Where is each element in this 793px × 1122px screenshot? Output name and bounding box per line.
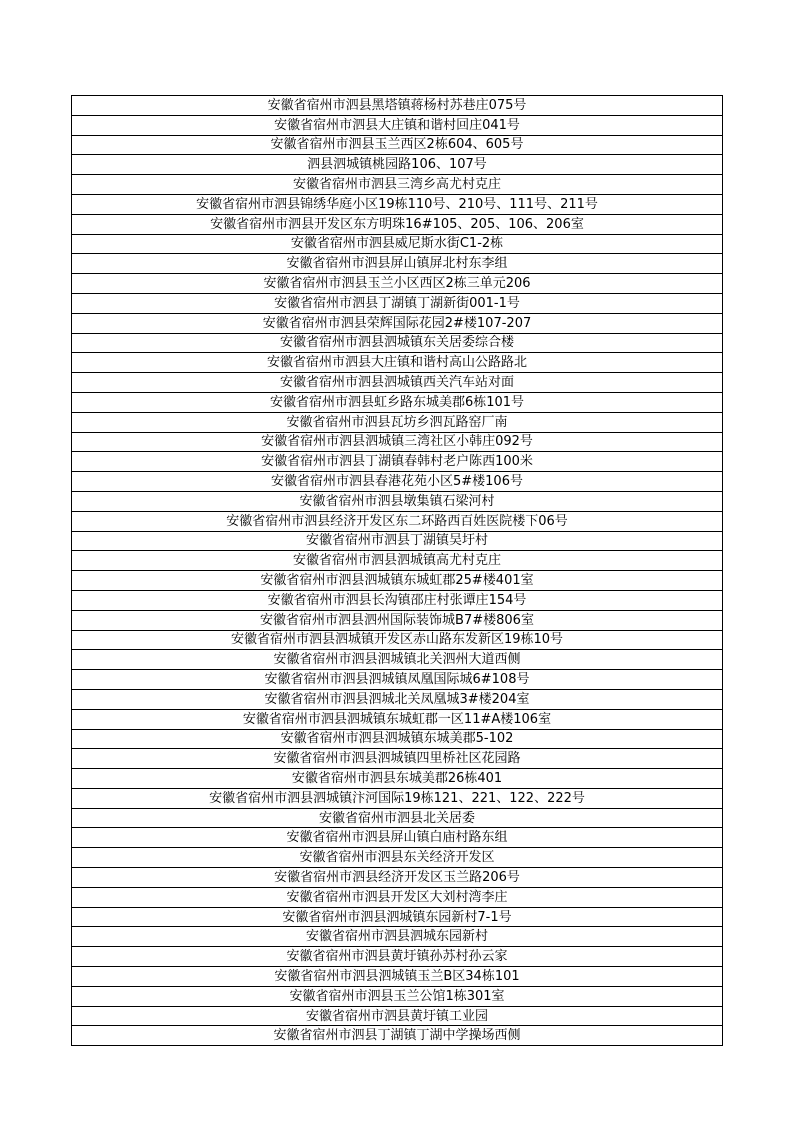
address-cell: 安徽省宿州市泗县威尼斯水街C1-2栋: [72, 234, 723, 254]
address-cell: 泗县泗城镇桃园路106、107号: [72, 155, 723, 175]
table-row: [72, 313, 723, 333]
table-row: [72, 412, 723, 432]
table-row: [72, 96, 723, 116]
table-row: [72, 214, 723, 234]
table-row: [72, 986, 723, 1006]
address-cell: 安徽省宿州市泗县屏山镇白庙村路东组: [72, 828, 723, 848]
table-row: [72, 630, 723, 650]
table-row: [72, 234, 723, 254]
table-row: [72, 947, 723, 967]
address-cell: 安徽省宿州市泗县黑塔镇蒋杨村苏巷庄075号: [72, 96, 723, 116]
address-cell: 安徽省宿州市泗县荣辉国际花园2#楼107-207: [72, 313, 723, 333]
table-row: [72, 967, 723, 987]
address-cell: 安徽省宿州市泗县丁湖镇丁湖新街001-1号: [72, 293, 723, 313]
address-table-body: [72, 96, 723, 1046]
table-row: [72, 907, 723, 927]
address-cell: 安徽省宿州市泗县泗城镇东城虹郡25#楼401室: [72, 571, 723, 591]
table-row: [72, 927, 723, 947]
table-row: [72, 887, 723, 907]
address-cell: 安徽省宿州市泗县泗城镇北关泗州大道西侧: [72, 650, 723, 670]
address-cell: 安徽省宿州市泗县泗州国际装饰城B7#楼806室: [72, 610, 723, 630]
table-row: [72, 373, 723, 393]
table-row: [72, 749, 723, 769]
address-cell: 安徽省宿州市泗县玉兰公馆1栋301室: [72, 986, 723, 1006]
table-row: [72, 491, 723, 511]
table-row: [72, 452, 723, 472]
table-row: [72, 135, 723, 155]
table-row: [72, 828, 723, 848]
address-cell: 安徽省宿州市泗县玉兰西区2栋604、605号: [72, 135, 723, 155]
address-cell: 安徽省宿州市泗县黄圩镇工业园: [72, 1006, 723, 1026]
table-row: [72, 353, 723, 373]
table-row: [72, 511, 723, 531]
table-row: [72, 788, 723, 808]
table-row: [72, 689, 723, 709]
address-cell: 安徽省宿州市泗县黄圩镇孙苏村孙云家: [72, 947, 723, 967]
table-row: [72, 590, 723, 610]
table-row: [72, 175, 723, 195]
table-row: [72, 333, 723, 353]
address-cell: 安徽省宿州市泗县大庄镇和谐村高山公路路北: [72, 353, 723, 373]
address-cell: 安徽省宿州市泗县锦绣华庭小区19栋110号、210号、111号、211号: [72, 194, 723, 214]
address-table: [71, 95, 723, 1046]
address-cell: 安徽省宿州市泗县泗城镇东城美郡5-102: [72, 729, 723, 749]
table-row: [72, 551, 723, 571]
address-cell: 安徽省宿州市泗县泗城镇东关居委综合楼: [72, 333, 723, 353]
address-cell: 安徽省宿州市泗县长沟镇邵庄村张谭庄154号: [72, 590, 723, 610]
address-cell: 安徽省宿州市泗县屏山镇屏北村东李组: [72, 254, 723, 274]
table-row: [72, 194, 723, 214]
table-row: [72, 274, 723, 294]
table-row: [72, 1026, 723, 1046]
address-cell: 安徽省宿州市泗县丁湖镇吴圩村: [72, 531, 723, 551]
table-row: [72, 848, 723, 868]
table-row: [72, 472, 723, 492]
address-cell: 安徽省宿州市泗县墩集镇石梁河村: [72, 491, 723, 511]
address-cell: 安徽省宿州市泗县泗城镇凤凰国际城6#108号: [72, 670, 723, 690]
address-cell: 安徽省宿州市泗县泗城镇三湾社区小韩庄092号: [72, 432, 723, 452]
address-cell: 安徽省宿州市泗县泗城北关凤凰城3#楼204室: [72, 689, 723, 709]
table-row: [72, 531, 723, 551]
table-row: [72, 650, 723, 670]
table-row: [72, 729, 723, 749]
address-cell: 安徽省宿州市泗县泗城镇开发区赤山路东发新区19栋10号: [72, 630, 723, 650]
table-row: [72, 670, 723, 690]
address-cell: 安徽省宿州市泗县三湾乡高尤村克庄: [72, 175, 723, 195]
address-cell: 安徽省宿州市泗县丁湖镇春韩村老户陈西100米: [72, 452, 723, 472]
address-cell: 安徽省宿州市泗县大庄镇和谐村回庄041号: [72, 115, 723, 135]
table-row: [72, 254, 723, 274]
address-cell: 安徽省宿州市泗县瓦坊乡泗瓦路窑厂南: [72, 412, 723, 432]
address-cell: 安徽省宿州市泗县经济开发区玉兰路206号: [72, 868, 723, 888]
table-row: [72, 808, 723, 828]
table-row: [72, 709, 723, 729]
table-row: [72, 868, 723, 888]
table-row: [72, 392, 723, 412]
table-row: [72, 155, 723, 175]
table-row: [72, 769, 723, 789]
address-cell: 安徽省宿州市泗县虹乡路东城美郡6栋101号: [72, 392, 723, 412]
address-cell: 安徽省宿州市泗县丁湖镇丁湖中学操场西侧: [72, 1026, 723, 1046]
address-cell: 安徽省宿州市泗县泗城镇高尤村克庄: [72, 551, 723, 571]
address-cell: 安徽省宿州市泗县经济开发区东二环路西百姓医院楼下06号: [72, 511, 723, 531]
address-cell: 安徽省宿州市泗县东城美郡26栋401: [72, 769, 723, 789]
address-cell: 安徽省宿州市泗县泗城镇汴河国际19栋121、221、122、222号: [72, 788, 723, 808]
address-cell: 安徽省宿州市泗县春港花苑小区5#楼106号: [72, 472, 723, 492]
table-row: [72, 115, 723, 135]
address-cell: 安徽省宿州市泗县泗城镇玉兰B区34栋101: [72, 967, 723, 987]
address-cell: 安徽省宿州市泗县泗城东园新村: [72, 927, 723, 947]
address-cell: 安徽省宿州市泗县泗城镇西关汽车站对面: [72, 373, 723, 393]
table-row: [72, 571, 723, 591]
address-cell: 安徽省宿州市泗县泗城镇东城虹郡一区11#A楼106室: [72, 709, 723, 729]
table-row: [72, 432, 723, 452]
address-cell: 安徽省宿州市泗县玉兰小区西区2栋三单元206: [72, 274, 723, 294]
address-cell: 安徽省宿州市泗县开发区东方明珠16#105、205、106、206室: [72, 214, 723, 234]
address-cell: 安徽省宿州市泗县泗城镇四里桥社区花园路: [72, 749, 723, 769]
address-cell: 安徽省宿州市泗县东关经济开发区: [72, 848, 723, 868]
address-cell: 安徽省宿州市泗县开发区大刘村湾李庄: [72, 887, 723, 907]
address-cell: 安徽省宿州市泗县北关居委: [72, 808, 723, 828]
address-cell: 安徽省宿州市泗县泗城镇东园新村7-1号: [72, 907, 723, 927]
table-row: [72, 1006, 723, 1026]
table-row: [72, 610, 723, 630]
table-row: [72, 293, 723, 313]
